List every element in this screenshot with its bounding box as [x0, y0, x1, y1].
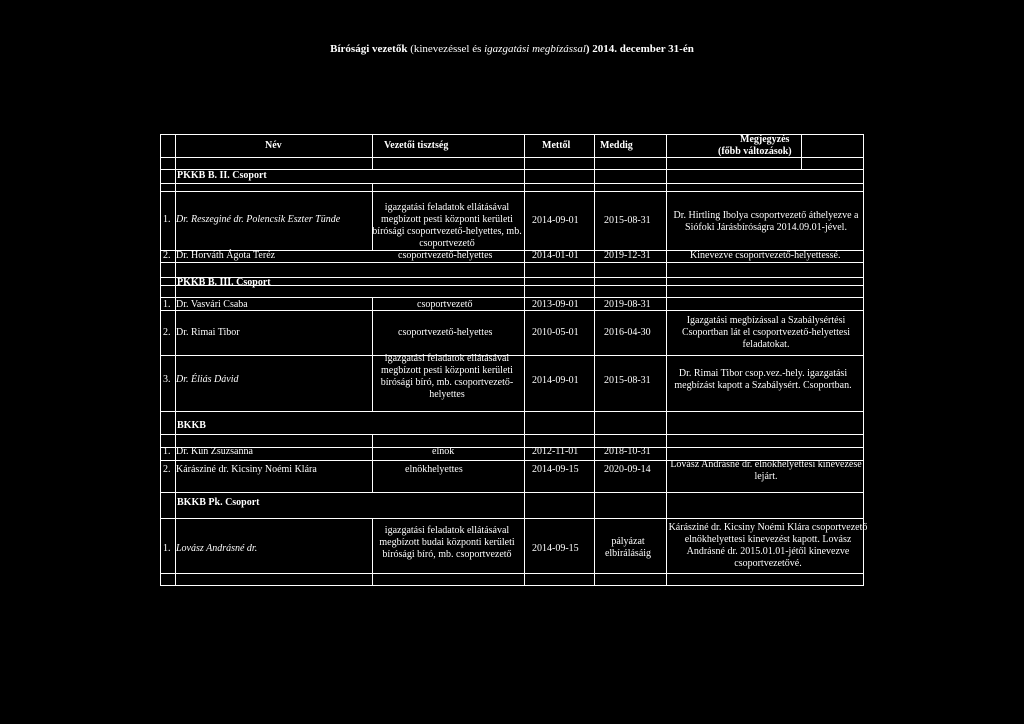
row-note: Igazgatási megbízással a Szabálysértési Csoportban lát el csoportvezető-helyettesi feladatokat. — [681, 315, 850, 350]
row-line — [161, 492, 863, 493]
row-line — [161, 447, 863, 448]
row-position: csoportvezető-helyettes — [398, 327, 493, 338]
row-name: Dr. Reszeginé dr. Polencsik Eszter Tünde — [176, 214, 341, 225]
group-label: PKKB B. II. Csoport — [177, 170, 267, 181]
header-name: Név — [265, 140, 282, 151]
row-name: Dr. Rimai Tibor — [176, 327, 240, 338]
col-line — [175, 135, 176, 585]
header-position: Vezetői tisztség — [384, 140, 449, 151]
row-note: Dr. Hirtling Ibolya csoportvezető áthelyezve a Siófoki Járásbíróságra 2014.09.01-jével. — [673, 210, 859, 233]
row-from: 2013-09-01 — [532, 299, 579, 310]
col-line — [666, 135, 667, 585]
row-to: 2016-04-30 — [604, 327, 651, 338]
header-note-1: Megjegyzés — [740, 134, 790, 145]
row-line — [161, 191, 863, 192]
row-name: Lovász Andrásné dr. — [176, 543, 258, 554]
title-bold: Bírósági vezetők — [330, 43, 408, 55]
row-number: 2. — [163, 464, 171, 475]
row-from: 2014-09-01 — [532, 215, 579, 226]
header-note-2: (főbb változások) — [718, 146, 792, 157]
row-position: igazgatási feladatok ellátásával megbízott budai központi kerületi bírósági bíró, mb. csoportvezető — [379, 525, 515, 560]
row-line — [161, 310, 863, 311]
row-note: Lovász Andrásné dr. elnökhelyettesi kinevezése lejárt. — [670, 459, 862, 482]
row-line — [161, 262, 863, 263]
row-from: 2014-01-01 — [532, 250, 579, 261]
row-line — [161, 183, 863, 184]
row-position: csoportvezető — [417, 299, 473, 310]
row-line — [161, 518, 863, 519]
group-label: BKKB Pk. Csoport — [177, 497, 260, 508]
row-line — [161, 573, 863, 574]
header-from: Mettől — [542, 140, 571, 151]
row-position: igazgatási feladatok ellátásával megbízott pesti központi kerületi bírósági csoportvezető-helyettes, mb. csoportvezető — [372, 202, 522, 249]
row-name: Dr. Kun Zsuzsanna — [176, 446, 253, 457]
col-line — [372, 135, 373, 169]
col-line — [594, 135, 595, 585]
row-number: 1. — [163, 214, 171, 225]
row-name: Dr. Horváth Ágota Teréz — [176, 250, 276, 261]
row-position: igazgatási feladatok ellátásával megbízott pesti központi kerületi bírósági bíró, mb. csoportvezető-helyettes — [380, 353, 514, 400]
row-to: 2020-09-14 — [604, 464, 651, 475]
title-italic: igazgatási megbízással — [484, 43, 586, 55]
group-label: PKKB B. III. Csoport — [177, 277, 271, 288]
col-line — [801, 135, 802, 169]
row-number: 2. — [163, 250, 171, 261]
row-note: Kinevezve csoportvezető-helyettessé. — [690, 250, 841, 261]
row-to: 2015-08-31 — [604, 375, 651, 386]
row-from: 2014-09-01 — [532, 375, 579, 386]
row-from: 2014-09-15 — [532, 543, 579, 554]
row-to: 2015-08-31 — [604, 215, 651, 226]
row-position: elnökhelyettes — [405, 464, 463, 475]
page-title — [0, 43, 1024, 55]
row-number: 1. — [163, 543, 171, 554]
row-note: Dr. Rimai Tibor csop.vez.-hely. igazgatási megbízást kapott a Szabálysért. Csoportban. — [674, 368, 852, 391]
title-part-2: (kinevezéssel és — [407, 43, 485, 55]
row-to: 2018-10-31 — [604, 446, 651, 457]
group-label: BKKB — [177, 420, 206, 431]
col-line — [372, 434, 373, 492]
row-line — [161, 411, 863, 412]
row-from: 2014-09-15 — [532, 464, 579, 475]
row-line — [161, 434, 863, 435]
row-number: 1. — [163, 299, 171, 310]
row-note: Kárásziné dr. Kicsiny Noémi Klára csoportvezető elnökhelyettesi kinevezést kapott. Lovász Andrásné dr. 2015.01.01-jétől kinevezve csoportvezetővé. — [668, 522, 868, 569]
row-name: Dr. Éliás Dávid — [176, 374, 239, 385]
row-from: 2012-11-01 — [532, 446, 579, 457]
col-line — [524, 135, 525, 585]
row-number: 3. — [163, 374, 171, 385]
title-date: ) 2014. december 31-én — [585, 43, 694, 55]
row-from: 2010-05-01 — [532, 327, 579, 338]
row-name: Dr. Vasvári Csaba — [176, 299, 248, 310]
row-number: 1. — [163, 446, 171, 457]
row-number: 2. — [163, 327, 171, 338]
row-line — [161, 297, 863, 298]
row-to: 2019-12-31 — [604, 250, 651, 261]
row-name: Kárásziné dr. Kicsiny Noémi Klára — [176, 464, 317, 475]
row-position: elnök — [432, 446, 455, 457]
row-position: csoportvezető-helyettes — [398, 250, 493, 261]
row-to: pályázat elbírálásáig — [604, 536, 652, 559]
row-to: 2019-08-31 — [604, 299, 651, 310]
header-to: Meddig — [600, 140, 633, 151]
